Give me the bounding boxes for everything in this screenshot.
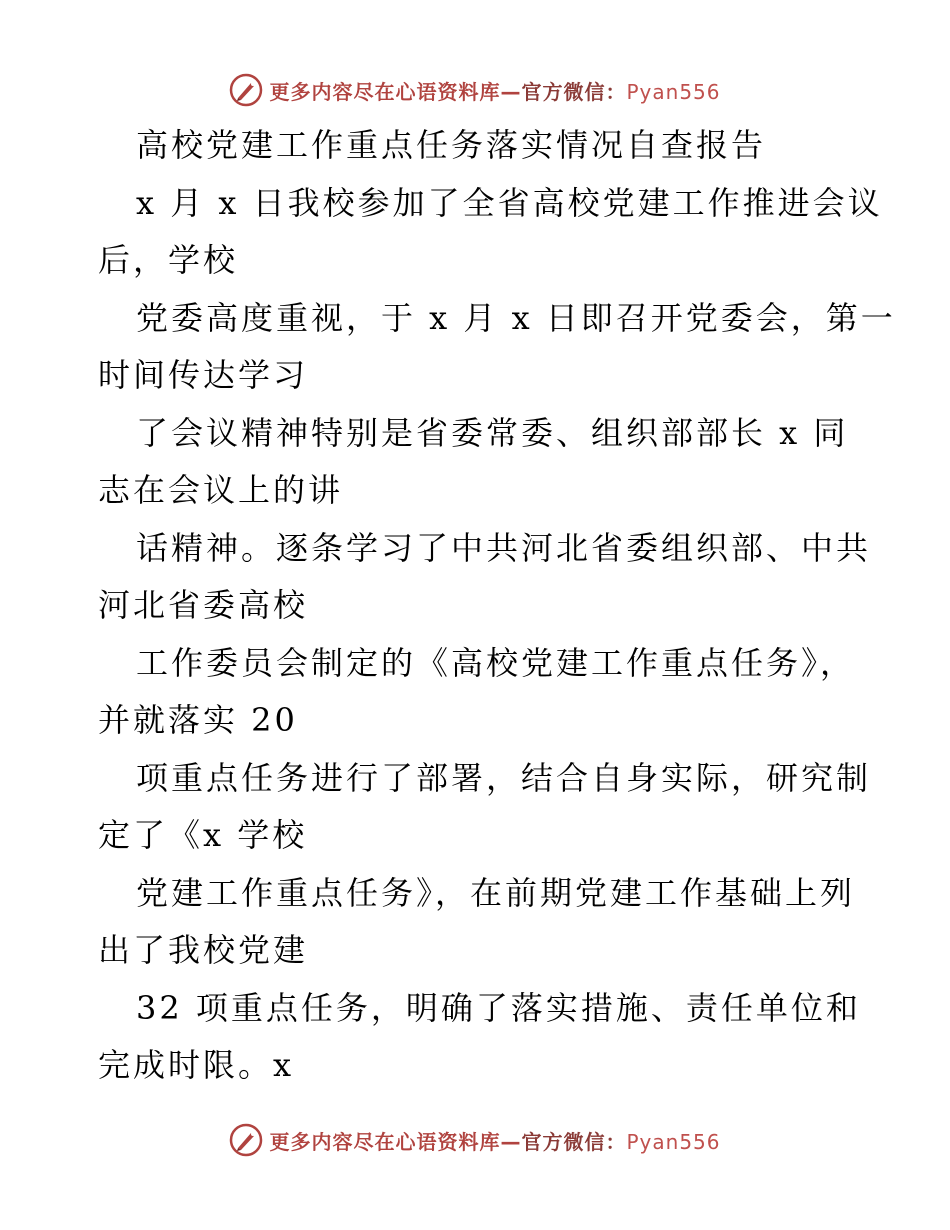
document-body (98, 117, 898, 1095)
footer-banner (0, 1120, 950, 1160)
banner-wechat-account: Pyan556 (626, 1129, 721, 1154)
paragraph-line: 时间传达学习 (98, 356, 309, 394)
banner-wechat-label: 官方微信： (521, 79, 627, 104)
document-title: 高校党建工作重点任务落实情况自查报告 (136, 126, 767, 164)
paragraph-line: 了会议精神特别是省委常委、组织部部长 x 同 (136, 413, 849, 452)
paragraph-line: 党委高度重视，于 x 月 x 日即召开党委会，第一 (136, 298, 896, 337)
paragraph-line: 项重点任务进行了部署，结合自身实际，研究制 (136, 758, 872, 797)
pen-logo-icon (229, 1123, 263, 1157)
banner-caption (269, 1126, 720, 1155)
paragraph-line: 党建工作重点任务》，在前期党建工作基础上列 (136, 873, 856, 912)
banner-main-text: 更多内容尽在心语资料库 (269, 79, 501, 104)
paragraph-line: 出了我校党建 (98, 931, 309, 969)
paragraph-line: 32 项重点任务，明确了落实措施、责任单位和 (136, 988, 861, 1027)
paragraph-line: 定了《x 学校 (98, 816, 308, 854)
banner-main-text: 更多内容尽在心语资料库 (269, 1129, 501, 1154)
banner-wechat-account: Pyan556 (626, 79, 721, 104)
banner-wechat-label: 官方微信： (521, 1129, 627, 1154)
banner-separator: — (500, 79, 522, 104)
paragraph-line: 话精神。逐条学习了中共河北省委组织部、中共 (136, 528, 872, 567)
paragraph-line: x 月 x 日我校参加了全省高校党建工作推进会议 (136, 183, 883, 222)
paragraph-line: 志在会议上的讲 (98, 471, 344, 509)
paragraph-line: 河北省委高校 (98, 586, 309, 624)
banner-separator: — (500, 1129, 522, 1154)
header-banner (0, 70, 950, 110)
paragraph-line: 完成时限。x (98, 1046, 295, 1084)
pen-logo-icon (229, 73, 263, 107)
paragraph-line: 并就落实 20 (98, 701, 298, 739)
paragraph-line: 后，学校 (98, 241, 239, 279)
banner-caption (269, 76, 720, 105)
paragraph-line: 工作委员会制定的《高校党建工作重点任务》， (136, 643, 856, 682)
